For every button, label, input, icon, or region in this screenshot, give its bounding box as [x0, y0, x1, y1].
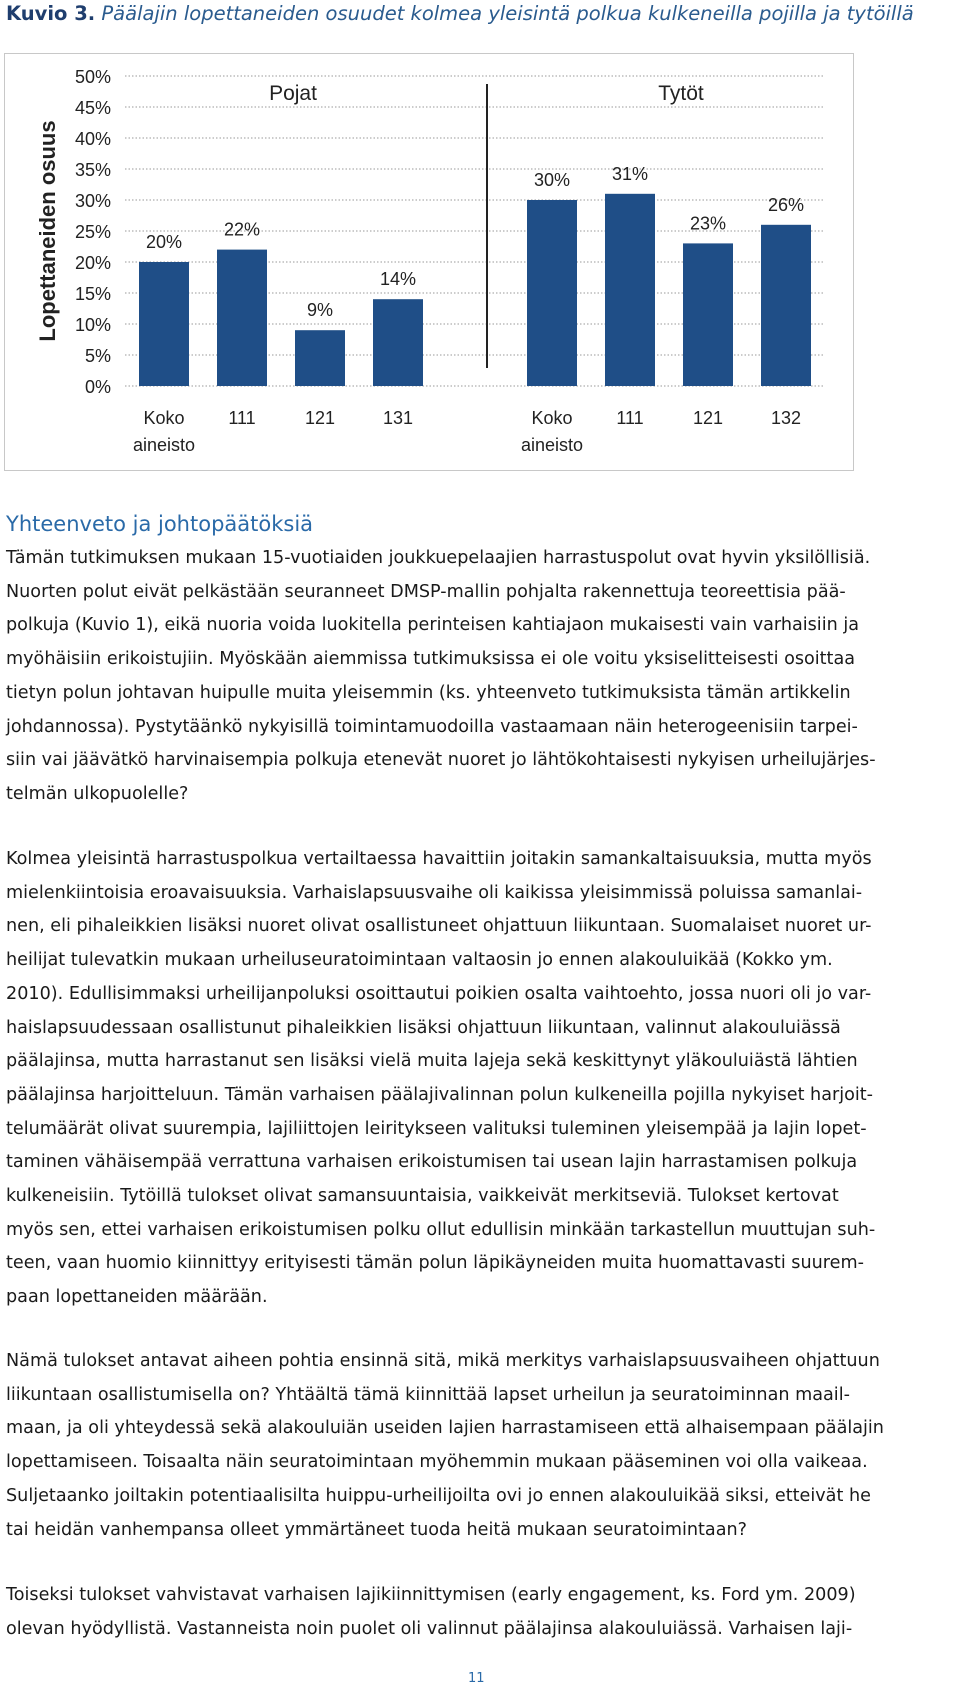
text-line: Toiseksi tulokset vahvistavat varhaisen lajikiinnittymisen (early engagement, ks. Ford ym. 2009)	[6, 1585, 856, 1605]
bar	[217, 250, 267, 386]
x-tick-label: 111	[616, 408, 644, 428]
data-label: 9%	[306, 300, 334, 321]
text-line: polkuja (Kuvio 1), eikä nuoria voida luokitella perinteisen kahtiajaon mukaisesti vain varhaisiin ja	[6, 615, 859, 636]
y-tick-label: 15%	[74, 284, 111, 304]
text-line: tietyn polun johtavan huipulle muita yleisemmin (ks. yhteenveto tutkimuksista tämän artikkelin	[6, 682, 851, 703]
data-label: 20%	[145, 232, 183, 252]
x-tick-label: 131	[382, 408, 414, 428]
text-line: Tämän tutkimuksen mukaan 15-vuotiaiden joukkuepelaajien harrastuspolut ovat hyvin yksilöllisiä.	[6, 548, 871, 568]
data-label: 31%	[611, 163, 649, 184]
text-line: myös sen, ettei varhaisen erikoistumisen polku ollut edullisin minkään tarkastellun muuttujan suh-	[6, 1219, 876, 1240]
bar	[139, 262, 189, 386]
text-line: Suljetaanko joiltakin potentiaalisilta huippu-urheilijoilta ovi jo ennen alakouluikää siksi, etteivät he	[6, 1485, 871, 1506]
text-line: liikuntaan osallistumisella on? Yhtäältä tämä kiinnittää lapset urheilun ja seuratoiminnan maail-	[6, 1384, 850, 1405]
section-heading: Yhteenveto ja johtopäätöksiä	[6, 512, 314, 536]
text-line: lopettamiseen. Toisaalta näin seuratoimintaan myöhemmin mukaan pääseminen voi olla vaikeaa.	[6, 1452, 868, 1473]
x-tick-label: aineisto	[132, 435, 196, 455]
text-line: myöhäisiin erikoistujiin. Myöskään aiemmissa tutkimuksissa ei ole voitu yksiselitteisesti osoittaa	[6, 649, 856, 670]
data-label: 30%	[533, 170, 571, 190]
bar	[527, 200, 577, 386]
bar	[295, 330, 345, 386]
text-line: olevan hyödyllistä. Vastanneista noin puolet oli valinnut päälajinsa alakouluiässä. Varhaisen laji-	[6, 1618, 853, 1639]
text-line: kulkeneisiin. Tytöillä tulokset olivat samansuuntaisia, vaikkeivät merkitseviä. Tulokset kertovat	[6, 1186, 839, 1207]
text-line: heilijat tulevatkin mukaan urheiluseuratoimintaan valtaosin jo ennen alakouluikää (Kokko ym.	[6, 950, 833, 971]
text-line: päälajinsa, mutta harrastanut sen lisäksi vielä muita lajeja sekä keskittynyt yläkouluiästä lähtien	[6, 1051, 858, 1072]
text-line: taminen vähäisempää verrattuna varhaisen erikoistumisen tai usean lajin harrastamisen polkuja	[6, 1152, 858, 1173]
bar-chart	[5, 54, 853, 470]
text-line: paan lopettaneiden määrään.	[6, 1287, 268, 1308]
bar	[605, 194, 655, 386]
x-tick-label: aineisto	[520, 435, 584, 455]
text-line: 2010). Edullisimmaksi urheilijanpoluksi osoittautui poikien osalta vaihtoehto, jossa nuori oli jo var-	[6, 983, 872, 1004]
y-tick-label: 20%	[74, 253, 111, 273]
group-label: Tytöt	[658, 82, 704, 105]
text-line: johdannossa). Pystytäänkö nykyisillä toimintamuodoilla vastaamaan näin heterogeenisiin tarpei-	[6, 716, 858, 737]
text-line: telmän ulkopuolelle?	[6, 783, 189, 804]
text-line: telumäärät olivat suurempia, lajiliittojen leiritykseen valituksi tuleminen yleisempää ja lajin lopet-	[6, 1118, 867, 1139]
bar	[373, 299, 423, 386]
x-tick-label: 111	[228, 408, 256, 428]
y-tick-label: 0%	[84, 377, 111, 397]
text-line: maan, ja oli yhteydessä sekä alakouluiän useiden lajien harrastamiseen että alhaisempaan päälajin	[6, 1418, 884, 1439]
y-axis-title: Lopettaneiden osuus	[35, 120, 60, 342]
y-tick-label: 10%	[74, 315, 111, 335]
paragraph-3	[6, 1345, 954, 1547]
x-tick-label: 132	[770, 408, 802, 428]
y-tick-label: 35%	[74, 160, 111, 180]
text-line: Nuorten polut eivät pelkästään seuranneet DMSP-mallin pohjalta rakennettuja teoreettisia pää-	[6, 581, 846, 602]
data-label: 14%	[379, 269, 417, 290]
data-label: 22%	[223, 219, 261, 240]
y-tick-label: 30%	[74, 191, 111, 211]
text-line: nen, eli pihaleikkien lisäksi nuoret olivat osallistuneet ohjattuun liikuntaan. Suomalaiset nuoret ur-	[6, 916, 872, 937]
text-line: haislapsuudessaan osallistunut pihaleikkien lisäksi ohjattuun liikuntaan, valinnut alakouluiässä	[6, 1017, 841, 1038]
text-line: teen, vaan huomio kiinnittyy erityisesti tämän polun läpikäyneiden muita huomattavasti suurem-	[6, 1253, 864, 1274]
x-tick-label: Koko	[531, 408, 573, 428]
figure-label: Kuvio 3.	[6, 2, 96, 25]
y-tick-label: 45%	[74, 98, 111, 118]
y-tick-label: 25%	[74, 222, 111, 242]
paragraph-4	[6, 1579, 954, 1646]
bar-chart-figure	[4, 53, 854, 471]
x-tick-label: 121	[304, 408, 336, 428]
bar	[761, 225, 811, 386]
text-line: Kolmea yleisintä harrastuspolkua vertailtaessa havaittiin joitakin samankaltaisuuksia, mutta myös	[6, 849, 872, 869]
data-label: 23%	[689, 213, 727, 234]
text-line: Nämä tulokset antavat aiheen pohtia ensinnä sitä, mikä merkitys varhaislapsuusvaiheen ohjattuun	[6, 1351, 880, 1371]
x-tick-label: Koko	[143, 408, 185, 428]
page-number: 11	[468, 1671, 485, 1686]
x-tick-label: 121	[692, 408, 724, 428]
group-label: Pojat	[269, 82, 317, 105]
figure-title: Päälajin lopettaneiden osuudet kolmea yleisintä polkua kulkeneilla pojilla ja tytöillä	[101, 2, 914, 25]
bar	[683, 243, 733, 386]
y-tick-label: 5%	[84, 346, 111, 366]
y-tick-label: 50%	[74, 67, 111, 87]
text-line: siin vai jäävätkö harvinaisempia polkuja etenevät nuoret jo lähtökohtaisesti nykyisen urheilujärjes-	[6, 750, 876, 771]
text-line: mielenkiintoisia eroavaisuuksia. Varhaislapsuusvaihe oli kaikissa yleisimmissä poluissa samanlai-	[6, 882, 863, 903]
paragraph-2	[6, 843, 954, 1315]
text-line: tai heidän vanhempansa olleet ymmärtäneet tuoda heitä mukaan seuratoimintaan?	[6, 1519, 747, 1540]
paragraph-1	[6, 542, 954, 812]
figure-caption	[6, 2, 914, 25]
data-label: 26%	[767, 194, 805, 215]
text-line: päälajinsa harjoitteluun. Tämän varhaisen päälajivalinnan polun kulkeneilla pojilla nykyiset harjoit-	[6, 1084, 874, 1105]
y-tick-label: 40%	[74, 129, 111, 149]
